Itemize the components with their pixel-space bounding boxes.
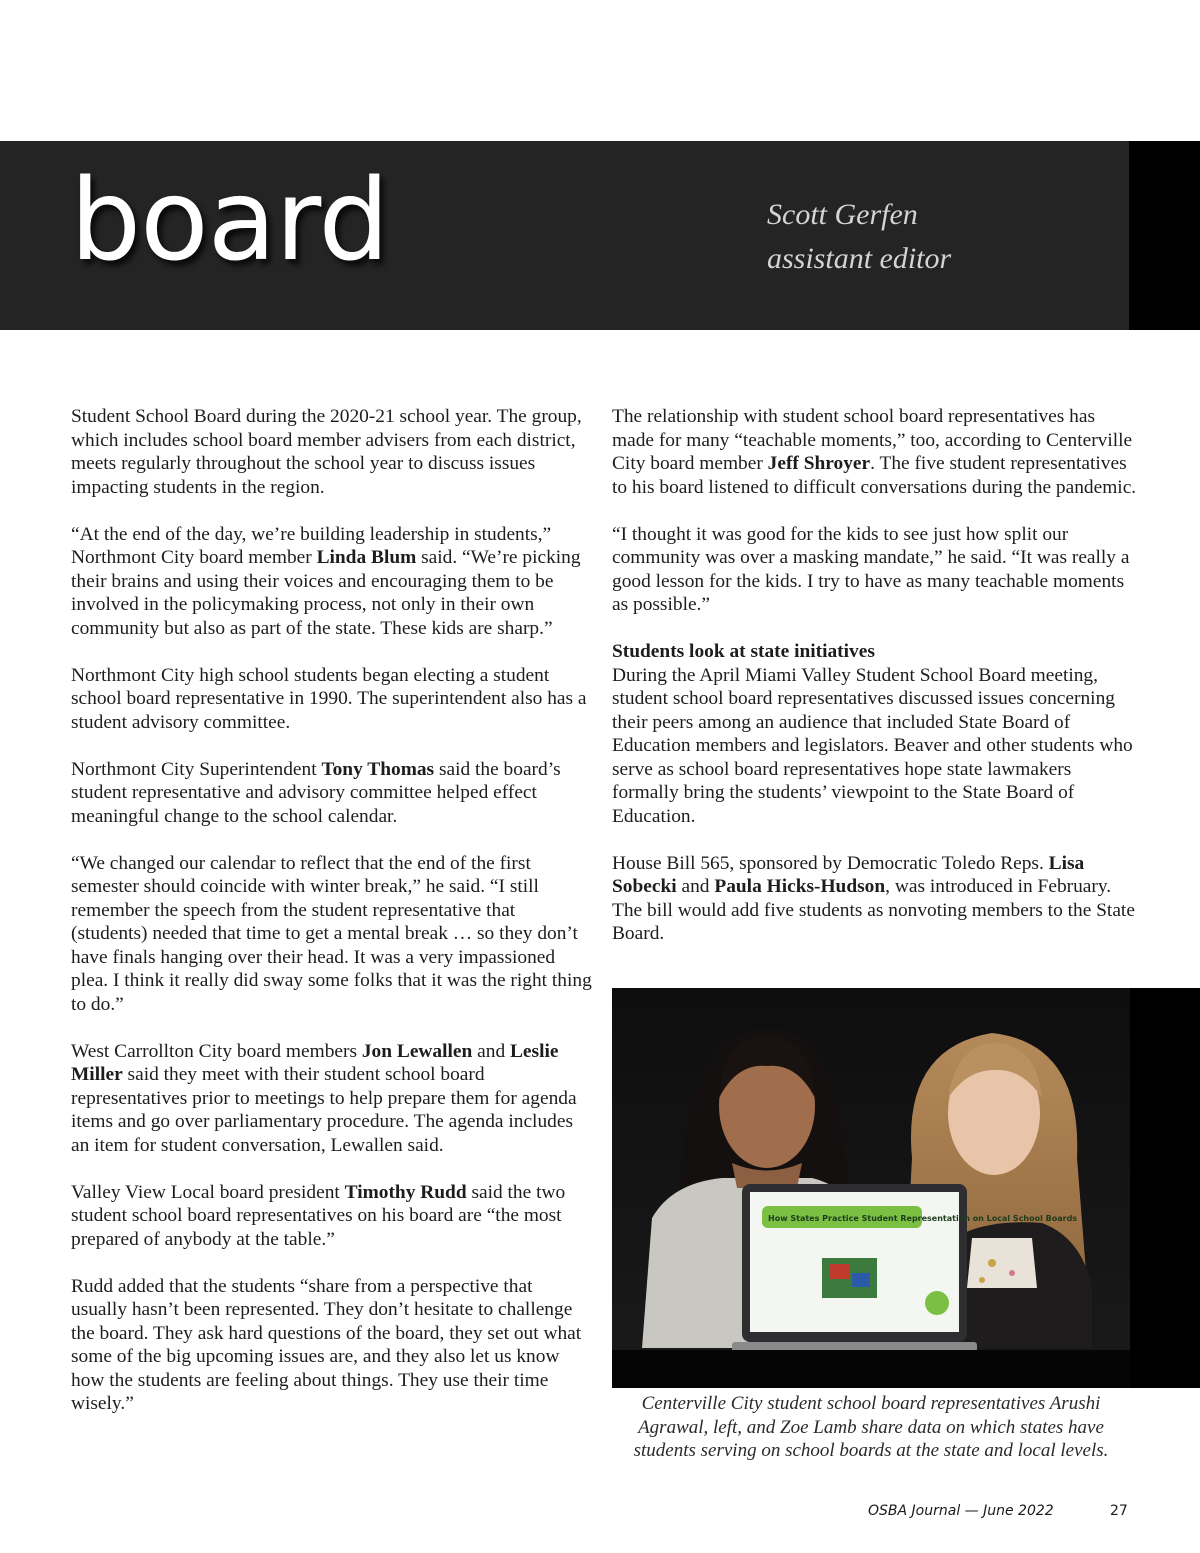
photo-illustration: [612, 988, 1130, 1388]
text-run: . The five student representatives to his board listened to difficult conversations during the pandemic.: [612, 453, 1137, 498]
left-paragraph-4: [71, 758, 593, 829]
banner-edge-bar: [1129, 141, 1200, 330]
person-name: Tony Thomas: [321, 758, 435, 780]
laptop: [732, 1184, 977, 1352]
right-column: [612, 405, 1140, 946]
footer-journal: OSBA Journal — June 2022: [868, 1503, 1054, 1519]
right-paragraph-4: [612, 852, 1140, 946]
person-name: Linda Blum: [316, 547, 417, 568]
person-name: Jon Lewallen: [361, 1040, 473, 1062]
left-paragraph-5: “We changed our calendar to reflect that the end of the first semester should coincide with winter break,” he said. “I still remember the speech from the student representative that (students) needed that time to get a mental break … so they don’t have finals hanging over their head. It was a very impassioned plea. I think it really did sway some folks that it was the right thing to do.”: [71, 852, 592, 1015]
person-name: Paula Hicks-Hudson: [714, 876, 886, 897]
page-number: 27: [1110, 1503, 1128, 1519]
text-run: “At the end of the day, we’re building leadership in students,” Northmont City board member: [71, 523, 552, 568]
text-run: Valley View Local board president: [71, 1181, 345, 1203]
subheading: Students look at state initiatives: [612, 641, 875, 662]
person-name: Jeff Shroyer: [767, 453, 871, 474]
text-run: During the April Miami Valley Student School Board meeting, student school board representatives discussed issues concerning their peers among an audience that included State Board of Education members and legislators. Beaver and other students who serve as school board representatives hope state lawmakers formally bring the students’ viewpoint to the State Board of Education.: [612, 664, 1133, 827]
right-paragraph-2: “I thought it was good for the kids to see just how split our community was over a masking mandate,” he said. “It was really a good lesson for the kids. I try to have as many teachable moments as possible.”: [612, 523, 1130, 615]
photo-caption: Centerville City student school board representatives Arushi Agrawal, left, and Zoe Lamb share data on which states have students serving on school boards at the state and local levels.: [633, 1393, 1109, 1461]
text-run: The relationship with student school board representatives has made for many “teachable moments,” too, according to Centerville City board member: [612, 406, 1133, 474]
screen-title: How States Practice Student Representation on Local School Boards: [768, 1214, 1078, 1223]
text-run: and: [472, 1040, 510, 1062]
text-run: and: [676, 876, 715, 897]
photo-edge-bar: [1130, 988, 1200, 1388]
text-run: , was introduced in February. The bill would add five students as nonvoting members to the State Board.: [612, 876, 1135, 944]
person-name: Lisa Sobecki: [612, 852, 1085, 897]
byline: [767, 193, 951, 281]
left-paragraph-2: [71, 523, 593, 641]
text-run: said. “We’re picking their brains and using their voices and encouraging them to be involved in the policymaking process, not only in their own community but also as part of the state. These kids are sharp.”: [71, 547, 581, 639]
table-edge: [612, 1350, 1130, 1388]
text-run: said the board’s student representative and advisory committee helped effect meaningful change to the school calendar.: [71, 758, 561, 827]
text-run: House Bill 565, sponsored by Democratic Toledo Reps.: [612, 852, 1049, 874]
person-name: Timothy Rudd: [344, 1181, 467, 1203]
left-paragraph-3: Northmont City high school students began electing a student school board representative in 1990. The superintendent also has a student advisory committee.: [71, 664, 587, 733]
text-run: said the two student school board representatives on his board are “the most prepared of anybody at the table.”: [71, 1181, 566, 1250]
article-photo: [612, 988, 1130, 1388]
text-run: said they meet with their student school board representatives prior to meetings to help prepare them for agenda items and go over parliamentary procedure. The agenda includes an item for student conversation, Lewallen said.: [71, 1064, 577, 1156]
text-run: West Carrollton City board members: [71, 1040, 362, 1062]
byline-name: Scott Gerfen: [767, 198, 918, 231]
left-paragraph-1: Student School Board during the 2020-21 school year. The group, which includes school board member advisers from each district, meets regularly throughout the school year to discuss issues impacting students in the region.: [71, 406, 582, 498]
left-paragraph-8: Rudd added that the students “share from a perspective that usually hasn’t been represented. They don’t hesitate to challenge the board. They ask hard questions of the board, they set out what some of the big upcoming issues are, and they also let us know how the students are feeling about things. They use their time wisely.”: [71, 1275, 582, 1414]
right-paragraph-3: [612, 640, 1140, 828]
person-name: Leslie Miller: [71, 1040, 559, 1085]
left-paragraph-7: [71, 1181, 593, 1252]
header-banner: [0, 141, 1200, 330]
byline-title: assistant editor: [767, 242, 952, 275]
right-paragraph-1: [612, 405, 1140, 499]
text-run: Northmont City Superintendent: [71, 758, 322, 780]
section-title: board: [70, 156, 389, 286]
left-paragraph-6: [71, 1040, 593, 1158]
left-column: [71, 405, 593, 1416]
